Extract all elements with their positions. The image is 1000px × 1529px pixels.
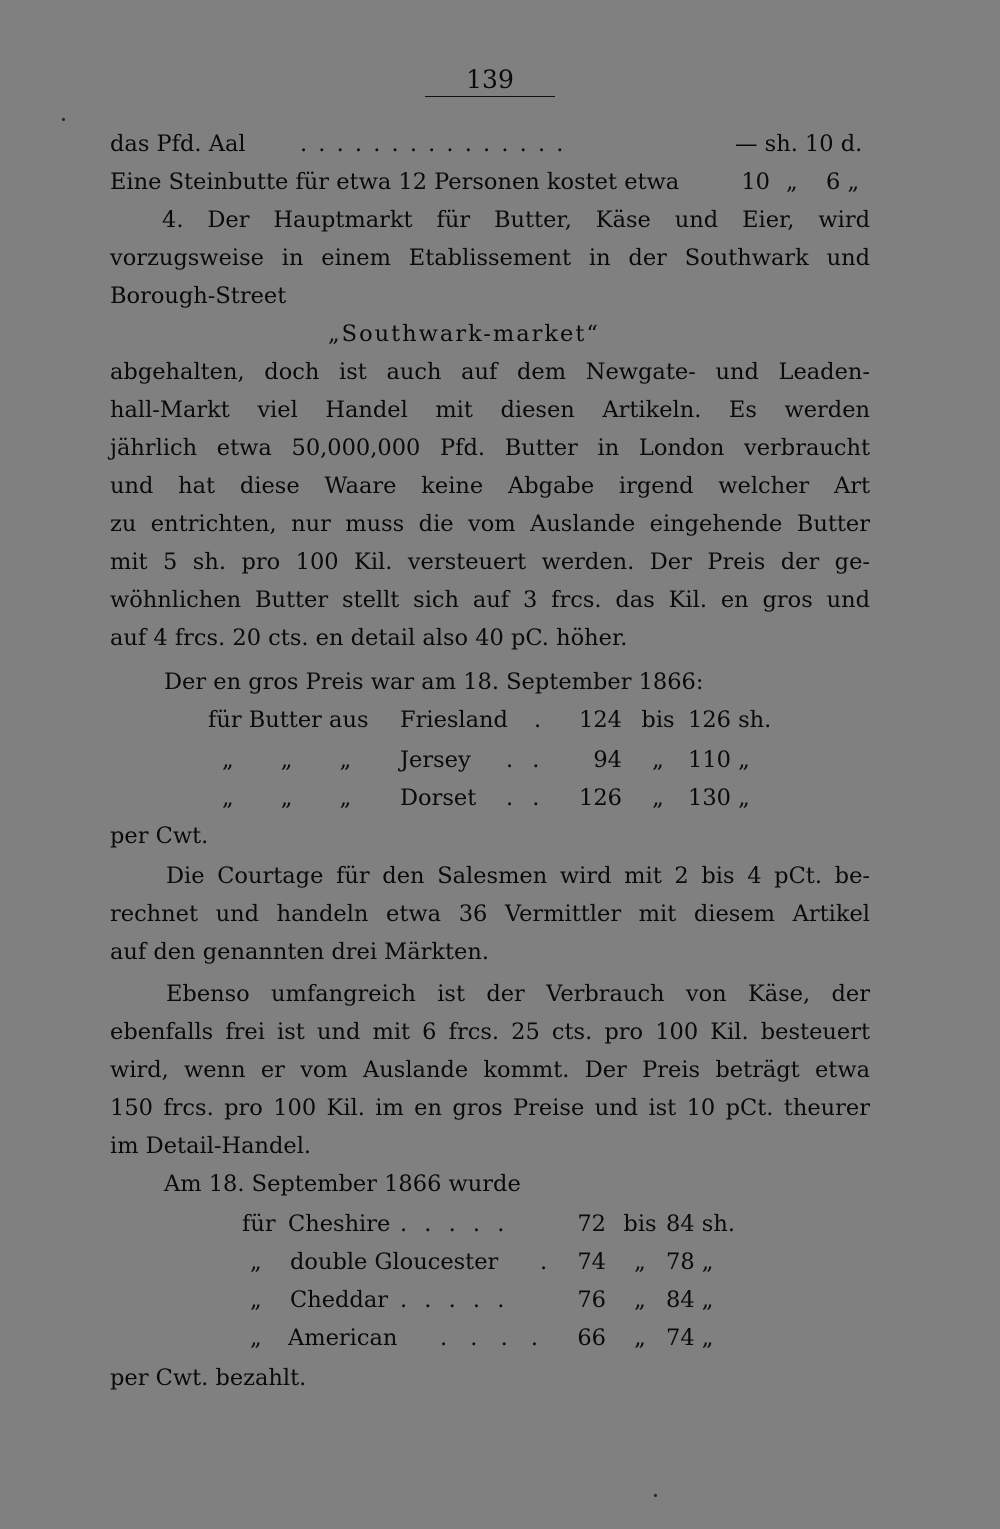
butter-row-origin: Jersey — [400, 747, 471, 773]
steinbutte-sh: 10 — [741, 169, 770, 195]
para3-line-1: Ebenso umfangreich ist der Verbrauch von Käse, der — [166, 981, 870, 1007]
butter-row-from: 126 — [579, 785, 622, 811]
cheese-row-to: 84 sh. — [666, 1211, 735, 1237]
butter-row-to: 130 „ — [688, 785, 750, 811]
para1-line-8: zu entrichten, nur muss die vom Auslande eingehende Butter — [110, 511, 870, 537]
cheese-row-sep: „ — [634, 1249, 646, 1275]
cheese-row-dots: . . . . . — [400, 1211, 510, 1237]
aal-price: — sh. 10 d. — [735, 131, 863, 157]
cheese-row-cheddar — [110, 1282, 870, 1318]
butter-row-from: 94 — [593, 747, 622, 773]
para1-line-7: und hat diese Waare keine Abgabe irgend welcher Art — [110, 473, 870, 499]
cheese-row-from: 74 — [577, 1249, 606, 1275]
butter-row-sep: bis — [641, 707, 675, 733]
cheese-row-dots: . . . . — [440, 1325, 547, 1351]
butter-row-jersey — [110, 742, 870, 778]
cheese-row-prefix: „ — [250, 1249, 262, 1275]
cheese-row-name: Cheddar — [290, 1287, 388, 1313]
butter-row-sep: „ — [652, 785, 664, 811]
para1-line-5: hall-Markt viel Handel mit diesen Artikeln. Es werden — [110, 397, 870, 423]
steinbutte-ditto: „ — [786, 169, 798, 195]
page-number: 139 — [425, 64, 555, 97]
butter-row-dorset — [110, 780, 870, 816]
para3-line-3: wird, wenn er vom Auslande kommt. Der Preis beträgt etwa — [110, 1057, 870, 1083]
aal-price-line — [110, 126, 870, 162]
cheese-row-gloucester — [110, 1244, 870, 1280]
cheese-row-sep: bis — [623, 1211, 657, 1237]
steinbutte-text: Eine Steinbutte für etwa 12 Personen kostet etwa — [110, 169, 680, 195]
cheese-row-prefix: „ — [250, 1325, 262, 1351]
para1-line-3: Borough-Street — [110, 283, 287, 309]
cheese-row-to: 84 „ — [666, 1287, 714, 1313]
butter-row-prefix: „ „ „ — [222, 785, 352, 811]
butter-row-from: 124 — [579, 707, 622, 733]
para1-line-4: abgehalten, doch ist auch auf dem Newgate- und Leaden- — [110, 359, 870, 385]
cheese-row-name: American — [288, 1325, 398, 1351]
para3-line-4: 150 frcs. pro 100 Kil. im en gros Preise und ist 10 pCt. theurer — [110, 1095, 870, 1121]
para3-last-line: im Detail-Handel. — [110, 1133, 312, 1159]
cheese-row-sep: „ — [634, 1325, 646, 1351]
para1-line-10: wöhnlichen Butter stellt sich auf 3 frcs. das Kil. en gros und — [110, 587, 870, 613]
cheese-row-to: 74 „ — [666, 1325, 714, 1351]
butter-row-dots: . — [534, 707, 548, 733]
para1-line-2: vorzugsweise in einem Etablissement in der Southwark und — [110, 245, 870, 271]
butter-row-to: 110 „ — [688, 747, 750, 773]
steinbutte-d: 6 „ — [826, 169, 860, 195]
butter-row-prefix: für Butter aus — [208, 707, 369, 733]
cheese-intro: Am 18. September 1866 wurde — [164, 1171, 521, 1197]
butter-row-prefix: „ „ „ — [222, 747, 352, 773]
print-speck — [654, 1494, 657, 1497]
cheese-row-dots: . — [540, 1249, 548, 1275]
butter-row-dots: . . — [506, 747, 546, 773]
para2-line-1: Die Courtage für den Salesmen wird mit 2 bis 4 pCt. be- — [166, 863, 870, 889]
para3-line-2: ebenfalls frei ist und mit 6 frcs. 25 cts. pro 100 Kil. besteuert — [110, 1019, 870, 1045]
market-name: „Southwark-market“ — [328, 321, 600, 347]
aal-dots: . . . . . . . . . . . . . . . — [300, 131, 566, 157]
cheese-row-prefix: „ — [250, 1287, 262, 1313]
steinbutte-line — [110, 164, 870, 200]
butter-unit: per Cwt. — [110, 823, 209, 849]
butter-row-dots: . . — [506, 785, 546, 811]
butter-intro: Der en gros Preis war am 18. September 1866: — [164, 669, 704, 695]
butter-row-to: 126 sh. — [688, 707, 772, 733]
butter-row-friesland — [110, 702, 870, 738]
print-speck — [62, 118, 65, 121]
para1-line-6: jährlich etwa 50,000,000 Pfd. Butter in London verbraucht — [110, 435, 870, 461]
para1-line-1: 4. Der Hauptmarkt für Butter, Käse und Eier, wird — [162, 207, 870, 233]
butter-row-origin: Dorset — [400, 785, 477, 811]
aal-label: das Pfd. Aal — [110, 131, 246, 157]
para2-line-2: rechnet und handeln etwa 36 Vermittler mit diesem Artikel — [110, 901, 870, 927]
cheese-row-sep: „ — [634, 1287, 646, 1313]
butter-row-sep: „ — [652, 747, 664, 773]
cheese-row-dots: . . . . . — [400, 1287, 510, 1313]
cheese-unit: per Cwt. bezahlt. — [110, 1365, 307, 1391]
cheese-row-cheshire — [110, 1206, 870, 1242]
para1-last-line: auf 4 frcs. 20 cts. en detail also 40 pC. höher. — [110, 625, 628, 651]
cheese-row-name: Cheshire — [288, 1211, 391, 1237]
cheese-row-from: 72 — [577, 1211, 606, 1237]
para1-line-9: mit 5 sh. pro 100 Kil. versteuert werden. Der Preis der ge- — [110, 549, 870, 575]
cheese-row-american — [110, 1320, 870, 1356]
cheese-row-name: double Gloucester — [290, 1249, 499, 1275]
cheese-row-prefix: für — [242, 1211, 276, 1237]
cheese-row-to: 78 „ — [666, 1249, 714, 1275]
butter-row-origin: Friesland — [400, 707, 508, 733]
cheese-row-from: 66 — [577, 1325, 606, 1351]
para2-last-line: auf den genannten drei Märkten. — [110, 939, 490, 965]
cheese-row-from: 76 — [577, 1287, 606, 1313]
